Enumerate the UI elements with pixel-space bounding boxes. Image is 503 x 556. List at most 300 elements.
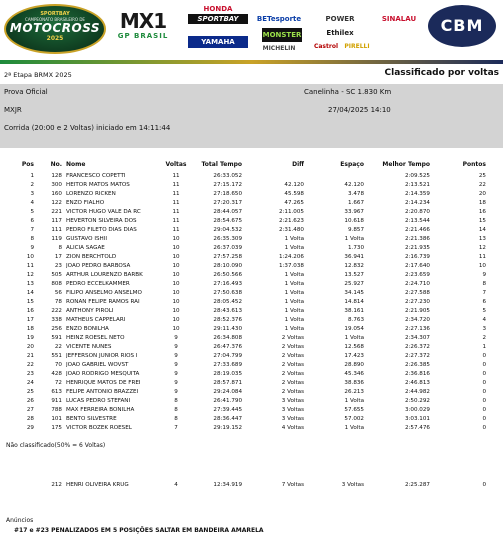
- cell-laps: 11: [172, 200, 180, 206]
- cell-total-time: 28:54.675: [213, 218, 242, 224]
- cell-total-time: 26:33.052: [213, 173, 242, 179]
- cell-total-time: 27:33.689: [213, 362, 242, 368]
- cell-name: FRANCESCO COPETTI: [66, 173, 126, 179]
- cell-number: 128: [51, 173, 62, 179]
- cell-pos: 26: [26, 398, 34, 404]
- cell-points: 9: [482, 272, 486, 278]
- cell-laps: 8: [174, 416, 178, 422]
- cell-best-time: 2:17.640: [404, 263, 430, 269]
- cell-number: 23: [54, 263, 62, 269]
- race-datetime: 27/04/2025 14:10: [328, 106, 391, 114]
- cell-name: BENTO SILVESTRE: [66, 416, 117, 422]
- cell-gap: 9.857: [347, 227, 364, 233]
- cell-pos: 14: [26, 290, 34, 296]
- col-total-time: Total Tempo: [201, 161, 242, 168]
- michelin-logo: MICHELIN: [262, 45, 296, 52]
- cell-number: 222: [51, 308, 62, 314]
- cell-number: 591: [51, 335, 62, 341]
- cell-diff: 47.265: [284, 200, 304, 206]
- cell-name: FELIPE ANTONIO BRAZZEI: [66, 389, 139, 395]
- cell-pos: 11: [26, 263, 34, 269]
- cell-total-time: 28:05.452: [213, 299, 242, 305]
- cell-gap: 14.814: [344, 299, 364, 305]
- sponsor-banner: [0, 0, 503, 60]
- cell-pos: 13: [26, 281, 34, 287]
- table-row: [0, 226, 503, 235]
- cell-pos: 27: [26, 407, 34, 413]
- cell-name: JOÃO GABRIEL WOVST: [66, 362, 129, 368]
- cell-laps: 10: [172, 308, 180, 314]
- cell-diff: 42.120: [284, 182, 304, 188]
- cell-laps: 11: [172, 191, 180, 197]
- cell-diff: 1 Volta: [284, 281, 304, 287]
- cell-name: VICTOR HUGO VALE DA RC: [66, 209, 141, 215]
- cell-points: 22: [478, 182, 486, 188]
- cell-laps: 10: [172, 290, 180, 296]
- cell-number: 70: [54, 362, 62, 368]
- cell-gap: 17.423: [344, 353, 364, 359]
- table-row: [0, 415, 503, 424]
- table-row: [0, 199, 503, 208]
- cell-name: HENRIQUE MATOS DE FREI: [66, 380, 141, 386]
- cell-laps: 9: [174, 371, 178, 377]
- cell-diff: 1 Volta: [284, 245, 304, 251]
- cell-gap: 12.832: [344, 263, 364, 269]
- cell-total-time: 26:34.808: [213, 335, 242, 341]
- cell-pos: 7: [30, 227, 34, 233]
- location-label: Canelinha - SC 1.830 Km: [304, 88, 392, 96]
- table-row: [0, 481, 503, 490]
- cell-total-time: 28:19.035: [213, 371, 242, 377]
- cell-diff: 1 Volta: [284, 326, 304, 332]
- cell-best-time: 2:26.385: [404, 362, 430, 368]
- category-label: MXJR: [4, 106, 22, 114]
- cell-diff: 1 Volta: [284, 272, 304, 278]
- col-laps: Voltas: [165, 161, 187, 168]
- cell-gap: 26.213: [344, 389, 364, 395]
- honda-logo: HONDA: [203, 5, 233, 13]
- betesporte-logo: BETesporte: [256, 15, 302, 23]
- cell-total-time: 27:57.258: [213, 254, 242, 260]
- not-classified-label: Não classificado(50% = 6 Voltas): [6, 442, 106, 449]
- table-row: [0, 397, 503, 406]
- cell-laps: 8: [174, 407, 178, 413]
- cell-gap: 25.927: [344, 281, 364, 287]
- cell-total-time: 26:35.309: [213, 236, 242, 242]
- table-row: [0, 352, 503, 361]
- motocross-championship-logo: SPORTBAY CAMPEONATO BRASILEIRO DE MOTOCROSS 2025: [4, 4, 106, 54]
- table-row: [0, 181, 503, 190]
- cell-laps: 10: [172, 245, 180, 251]
- cell-number: 119: [51, 236, 62, 242]
- event-info-panel: [0, 84, 503, 148]
- table-row: [0, 307, 503, 316]
- cell-gap: 33.967: [344, 209, 364, 215]
- cell-total-time: 26:47.376: [213, 344, 242, 350]
- cell-name: PEDRO ECCELKAMMER: [66, 281, 130, 287]
- table-row: [0, 217, 503, 226]
- table-row: [0, 316, 503, 325]
- table-row: [0, 289, 503, 298]
- cell-laps: 10: [172, 326, 180, 332]
- results-table-header: [0, 160, 503, 169]
- cell-points: 0: [482, 362, 486, 368]
- sinalau-logo: SINALAU: [381, 15, 417, 23]
- cell-pos: 28: [26, 416, 34, 422]
- cell-best-time: 2:16.739: [404, 254, 430, 260]
- cell-best-time: 2:27.136: [404, 326, 430, 332]
- cell-total-time: 27:18.650: [213, 191, 242, 197]
- cell-best-time: 2:25.287: [404, 482, 430, 488]
- cell-name: PEDRO FILETO DIAS DIAS: [66, 227, 137, 233]
- col-best-time: Melhor Tempo: [382, 161, 430, 168]
- cell-diff: 2 Voltas: [281, 380, 304, 386]
- cell-diff: 2 Voltas: [281, 353, 304, 359]
- cell-diff: 1 Volta: [284, 308, 304, 314]
- cell-pos: 18: [26, 326, 34, 332]
- cell-name: JOÃO RODRIGO MESQUITA: [66, 371, 140, 377]
- cell-best-time: 2:50.292: [404, 398, 430, 404]
- cell-points: 25: [478, 173, 486, 179]
- cell-gap: 1.730: [347, 245, 364, 251]
- cell-best-time: 2:24.710: [404, 281, 430, 287]
- cell-diff: 2:21.623: [278, 218, 304, 224]
- cell-number: 122: [51, 200, 62, 206]
- announcement-text: #17 e #23 PENALIZADOS EM 5 POSIÇÕES SALTAR EM BANDEIRA AMARELA: [14, 527, 264, 534]
- cell-points: 6: [482, 299, 486, 305]
- session-label: Prova Oficial: [4, 88, 48, 96]
- cell-gap: 38.836: [344, 380, 364, 386]
- cell-number: 17: [54, 254, 62, 260]
- race-info: Corrida (20:00 e 2 Voltas) iniciado em 14:11:44: [4, 124, 171, 132]
- cell-name: HEINZ ROESEL NETO: [66, 335, 125, 341]
- table-row: [0, 406, 503, 415]
- cell-points: 0: [482, 416, 486, 422]
- cell-best-time: 2:34.720: [404, 317, 430, 323]
- cell-points: 18: [478, 200, 486, 206]
- table-row: [0, 280, 503, 289]
- cell-laps: 11: [172, 227, 180, 233]
- cell-name: MATHEUS CAPPELARI: [66, 317, 126, 323]
- cell-diff: 1:24.206: [278, 254, 304, 260]
- cell-points: 0: [482, 425, 486, 431]
- cell-total-time: 26:37.039: [213, 245, 242, 251]
- cell-name: MAX FERREIRA BONILHA: [66, 407, 135, 413]
- cell-number: 551: [51, 353, 62, 359]
- table-row: [0, 262, 503, 271]
- cell-number: 22: [54, 344, 62, 350]
- cell-pos: 4: [30, 200, 34, 206]
- cell-pos: 19: [26, 335, 34, 341]
- cell-gap: 1 Volta: [344, 425, 364, 431]
- cell-diff: 2 Voltas: [281, 362, 304, 368]
- cell-total-time: 29:24.084: [213, 389, 242, 395]
- cell-pos: 20: [26, 344, 34, 350]
- cell-gap: 34.145: [344, 290, 364, 296]
- cell-best-time: 2:20.870: [404, 209, 430, 215]
- cell-pos: 5: [30, 209, 34, 215]
- cell-points: 4: [482, 317, 486, 323]
- cell-laps: 4: [174, 482, 178, 488]
- cell-number: 175: [51, 425, 62, 431]
- cell-total-time: 26:41.790: [213, 398, 242, 404]
- cell-best-time: 2:21.466: [404, 227, 430, 233]
- cell-total-time: 28:44.057: [213, 209, 242, 215]
- yamaha-logo: YAMAHA: [188, 36, 248, 48]
- cell-pos: 6: [30, 218, 34, 224]
- cell-diff: 2:31.480: [278, 227, 304, 233]
- cell-number: 78: [54, 299, 62, 305]
- cell-pos: 8: [30, 236, 34, 242]
- cell-number: 8: [58, 245, 62, 251]
- cell-number: 808: [51, 281, 62, 287]
- cell-best-time: 2:46.813: [404, 380, 430, 386]
- cell-number: 111: [51, 227, 62, 233]
- cell-diff: 2 Voltas: [281, 389, 304, 395]
- cell-name: ZION BERCHTOLD: [66, 254, 117, 260]
- ethilex-logo: Ethilex: [326, 29, 354, 37]
- cell-gap: 57.002: [344, 416, 364, 422]
- cell-diff: 2 Voltas: [281, 335, 304, 341]
- table-row: [0, 388, 503, 397]
- cell-pos: 12: [26, 272, 34, 278]
- table-row: [0, 298, 503, 307]
- cell-name: ANTHONY PIROLI: [66, 308, 114, 314]
- cell-name: RONAN FELIPE RAMOS RAI: [66, 299, 140, 305]
- cell-gap: 45.346: [344, 371, 364, 377]
- cell-points: 10: [478, 263, 486, 269]
- cell-number: 72: [54, 380, 62, 386]
- cell-best-time: 2:36.816: [404, 371, 430, 377]
- cell-points: 0: [482, 371, 486, 377]
- cell-diff: 1 Volta: [284, 299, 304, 305]
- cell-laps: 9: [174, 380, 178, 386]
- monster-logo: MONSTER: [262, 28, 302, 42]
- cell-name: JEFFERSON JUNIOR RIOS I: [66, 353, 138, 359]
- cell-points: 14: [478, 227, 486, 233]
- cell-total-time: 27:16.493: [213, 281, 242, 287]
- table-row: [0, 253, 503, 262]
- cell-laps: 10: [172, 272, 180, 278]
- cell-total-time: 27:20.317: [213, 200, 242, 206]
- cell-laps: 10: [172, 299, 180, 305]
- col-gap: Espaço: [340, 161, 364, 168]
- cell-best-time: 2:34.307: [404, 335, 430, 341]
- cell-pos: 24: [26, 380, 34, 386]
- cell-points: 3: [482, 326, 486, 332]
- cell-best-time: 2:09.525: [404, 173, 430, 179]
- cell-pos: 21: [26, 353, 34, 359]
- cell-pos: 22: [26, 362, 34, 368]
- cell-pos: 23: [26, 371, 34, 377]
- cell-best-time: 2:57.476: [404, 425, 430, 431]
- table-row: [0, 235, 503, 244]
- cell-number: 117: [51, 218, 62, 224]
- cell-number: 428: [51, 371, 62, 377]
- cell-laps: 11: [172, 218, 180, 224]
- cell-total-time: 27:39.445: [213, 407, 242, 413]
- table-row: [0, 190, 503, 199]
- cell-name: ENZO BONILHA: [66, 326, 109, 332]
- cell-gap: 1 Volta: [344, 236, 364, 242]
- cell-laps: 9: [174, 389, 178, 395]
- cell-points: 16: [478, 209, 486, 215]
- table-row: [0, 334, 503, 343]
- cell-diff: 7 Voltas: [281, 482, 304, 488]
- cell-points: 12: [478, 245, 486, 251]
- cell-points: 8: [482, 281, 486, 287]
- cell-gap: 10.618: [344, 218, 364, 224]
- cell-diff: 1:37.038: [278, 263, 304, 269]
- cell-gap: 1 Volta: [344, 398, 364, 404]
- cell-best-time: 2:14.234: [404, 200, 430, 206]
- cell-gap: 38.161: [344, 308, 364, 314]
- cell-laps: 10: [172, 236, 180, 242]
- cell-name: VICTOR BOZEK ROESEL: [66, 425, 132, 431]
- pirelli-logo: PIRELLI: [344, 43, 370, 50]
- cell-gap: 28.890: [344, 362, 364, 368]
- power-logo: POWER: [325, 15, 355, 23]
- cell-gap: 3 Voltas: [341, 482, 364, 488]
- col-name: Nome: [66, 161, 86, 168]
- cell-best-time: 2:21.386: [404, 236, 430, 242]
- page-title: Classificado por voltas: [384, 68, 499, 78]
- cell-number: 613: [51, 389, 62, 395]
- cell-points: 0: [482, 407, 486, 413]
- col-pos: Pos: [21, 161, 34, 168]
- cell-name: ALICIA SAGAE: [66, 245, 105, 251]
- cell-number: 160: [51, 191, 62, 197]
- cell-pos: 29: [26, 425, 34, 431]
- cell-points: 0: [482, 353, 486, 359]
- cell-best-time: 3:00.029: [404, 407, 430, 413]
- cell-pos: 9: [30, 245, 34, 251]
- cell-name: HENRI OLIVEIRA KRUG: [66, 482, 129, 488]
- mx1-gp-brasil-logo: MX1 GP BRASIL: [117, 9, 169, 40]
- cell-best-time: 2:21.905: [404, 308, 430, 314]
- cell-laps: 10: [172, 263, 180, 269]
- cell-number: 56: [54, 290, 62, 296]
- cell-laps: 8: [174, 398, 178, 404]
- cell-total-time: 29:04.532: [213, 227, 242, 233]
- cell-diff: 4 Voltas: [281, 425, 304, 431]
- cell-name: LUCAS PEDRO STEFANI: [66, 398, 131, 404]
- cell-diff: 1 Volta: [284, 317, 304, 323]
- cell-pos: 15: [26, 299, 34, 305]
- cell-points: 20: [478, 191, 486, 197]
- cell-name: HEVERTON SILVEIRA DOS: [66, 218, 137, 224]
- cell-points: 11: [478, 254, 486, 260]
- cell-laps: 10: [172, 254, 180, 260]
- cell-best-time: 2:13.544: [404, 218, 430, 224]
- cell-best-time: 3:03.101: [404, 416, 430, 422]
- cell-points: 1: [482, 344, 486, 350]
- table-row: [0, 208, 503, 217]
- col-number: No.: [50, 161, 62, 168]
- cell-number: 505: [51, 272, 62, 278]
- table-row: [0, 172, 503, 181]
- cell-name: JOÃO PEDRO BARBOSA: [66, 263, 131, 269]
- cell-diff: 2 Voltas: [281, 371, 304, 377]
- cell-name: FILIPO ANSELMO ANSELMO: [66, 290, 142, 296]
- cell-total-time: 28:43.613: [213, 308, 242, 314]
- event-title-row: [0, 67, 503, 81]
- cell-laps: 9: [174, 362, 178, 368]
- banner-stripe: [0, 60, 503, 64]
- cell-laps: 11: [172, 173, 180, 179]
- cbm-logo: CBM: [428, 5, 496, 47]
- cell-gap: 12.568: [344, 344, 364, 350]
- cell-total-time: 28:52.376: [213, 317, 242, 323]
- cell-name: VICENTE NUNES: [66, 344, 112, 350]
- cell-number: 256: [51, 326, 62, 332]
- cell-total-time: 12:34.919: [213, 482, 242, 488]
- cell-diff: 1 Volta: [284, 236, 304, 242]
- table-row: [0, 379, 503, 388]
- cell-best-time: 2:13.521: [404, 182, 430, 188]
- cell-total-time: 26:50.566: [213, 272, 242, 278]
- cell-gap: 1.667: [347, 200, 364, 206]
- cell-points: 5: [482, 308, 486, 314]
- cell-points: 0: [482, 482, 486, 488]
- cell-points: 13: [478, 236, 486, 242]
- cell-points: 0: [482, 398, 486, 404]
- cell-total-time: 28:57.871: [213, 380, 242, 386]
- cell-pos: 17: [26, 317, 34, 323]
- col-diff: Diff: [292, 161, 304, 168]
- cell-gap: 1 Volta: [344, 335, 364, 341]
- cell-diff: 45.598: [284, 191, 304, 197]
- cell-gap: 13.527: [344, 272, 364, 278]
- stage-label: 2ª Etapa BRMX 2025: [4, 71, 72, 79]
- cell-diff: 3 Voltas: [281, 416, 304, 422]
- castrol-logo: Castrol: [313, 43, 339, 50]
- cell-diff: 1 Volta: [284, 290, 304, 296]
- cell-laps: 11: [172, 182, 180, 188]
- cell-points: 7: [482, 290, 486, 296]
- announcements-label: Anúncios: [6, 517, 34, 524]
- cell-diff: 2 Voltas: [281, 344, 304, 350]
- cell-number: 101: [51, 416, 62, 422]
- cell-best-time: 2:23.659: [404, 272, 430, 278]
- cell-points: 0: [482, 389, 486, 395]
- cell-number: 911: [51, 398, 62, 404]
- cell-total-time: 27:15.172: [213, 182, 242, 188]
- cell-best-time: 2:21.935: [404, 245, 430, 251]
- cell-pos: 2: [30, 182, 34, 188]
- cell-number: 300: [51, 182, 62, 188]
- table-row: [0, 325, 503, 334]
- table-row: [0, 343, 503, 352]
- cell-best-time: 2:44.982: [404, 389, 430, 395]
- cell-diff: 3 Voltas: [281, 398, 304, 404]
- cell-best-time: 2:27.372: [404, 353, 430, 359]
- cell-number: 338: [51, 317, 62, 323]
- table-row: [0, 271, 503, 280]
- cell-gap: 57.655: [344, 407, 364, 413]
- cell-laps: 7: [174, 425, 178, 431]
- cell-best-time: 2:14.359: [404, 191, 430, 197]
- cell-best-time: 2:27.230: [404, 299, 430, 305]
- table-row: [0, 244, 503, 253]
- cell-total-time: 28:36.447: [213, 416, 242, 422]
- cell-laps: 9: [174, 353, 178, 359]
- cell-laps: 9: [174, 335, 178, 341]
- table-row: [0, 361, 503, 370]
- cell-gap: 36.941: [344, 254, 364, 260]
- cell-pos: 25: [26, 389, 34, 395]
- col-points: Pontos: [462, 161, 486, 168]
